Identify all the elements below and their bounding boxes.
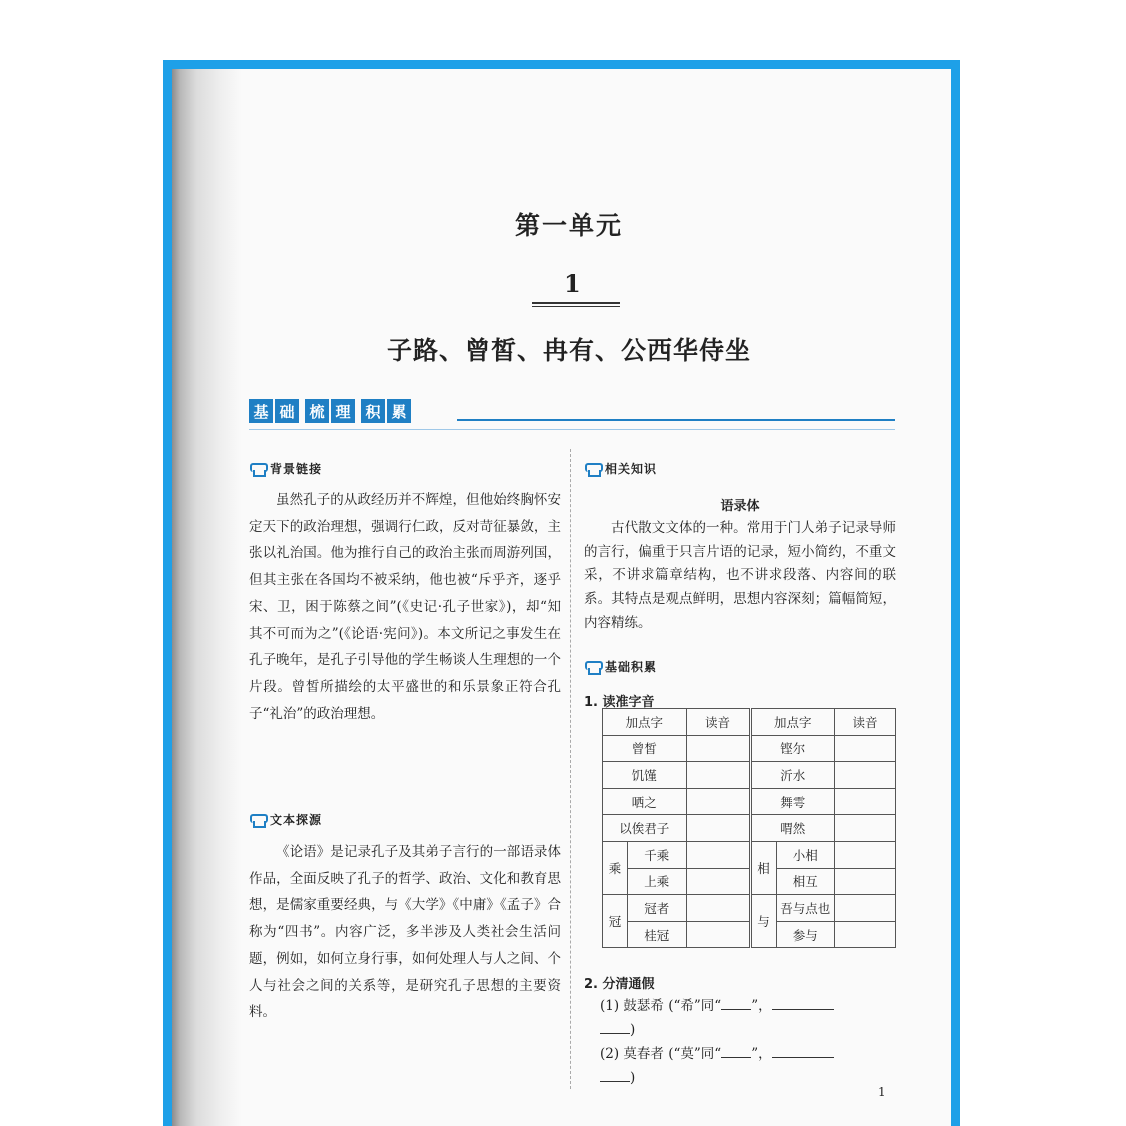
tongjia-question-2 xyxy=(600,1043,900,1067)
table-row xyxy=(603,921,896,948)
reading-item-title: 1. 读准字音 xyxy=(584,695,655,710)
table-header-row xyxy=(603,709,896,736)
source-text: 《论语》是记录孔子及其弟子言行的一部语录体作品，全面反映了孔子的哲学、政治、文化和教育思想，是儒家重要经典，与《大学》《中庸》《孟子》合称为“四书”。内容广泛，多半涉及人类社会生活问题，例如，如何立身行事，如何处理人与人之间、个人与社会之间的关系等，是研究孔子思想的主要资料。 xyxy=(249,844,561,1021)
page-number: 1 xyxy=(878,1085,886,1099)
table-row xyxy=(603,735,896,762)
q2-text: (2) 莫春者 (“莫”同“ xyxy=(600,1046,722,1062)
table-cell-word: 饥馑 xyxy=(603,762,687,789)
table-cell-word: 曾皙 xyxy=(603,735,687,762)
banner-char: 理 xyxy=(331,399,355,423)
table-cell-word: 铿尔 xyxy=(750,735,835,762)
table-row xyxy=(603,868,896,895)
book-spine-shadow xyxy=(172,69,242,1126)
table-row xyxy=(603,841,896,868)
table-cell-word: 舞雩 xyxy=(750,788,835,815)
table-header: 加点字 xyxy=(750,709,835,736)
background-text: 虽然孔子的从政经历并不辉煌，但他始终胸怀安定天下的政治理想，强调行仁政，反对苛征暴敛，主张以礼治国。他为推行自己的政治主张而周游列国，但其主张在各国均不被采纳，他也被“斥乎齐，逐乎宋、卫，困于陈蔡之间”(《史记·孔子世家》)，却“知其不可而为之”(《论语·宪问》)。本文所记之事发生在孔子晚年，是孔子引导他的学生畅谈人生理想的一个片段。曾皙所描绘的太平盛世的和乐景象正符合孔子“礼治”的政治理想。 xyxy=(249,492,561,722)
q2-blank-meaning[interactable] xyxy=(772,1057,834,1058)
q1-text: (1) 鼓瑟希 (“希”同“ xyxy=(600,998,722,1014)
basics-heading xyxy=(584,658,657,675)
reading-input-cell[interactable] xyxy=(835,921,896,948)
knowledge-subheading: 语录体 xyxy=(720,499,760,514)
lesson-number-rule-thin xyxy=(532,306,620,307)
column-divider xyxy=(570,449,571,1089)
tongjia-question-1 xyxy=(600,995,900,1019)
lesson-number: 1 xyxy=(564,269,581,298)
reading-input-cell[interactable] xyxy=(686,815,750,842)
reading-input-cell[interactable] xyxy=(835,735,896,762)
group-label: 与 xyxy=(750,895,776,948)
lesson-title: 子路、曾皙、冉有、公西华侍坐 xyxy=(387,336,752,365)
table-cell-word: 桂冠 xyxy=(628,921,687,948)
table-row xyxy=(603,788,896,815)
banner-char: 累 xyxy=(387,399,411,423)
group-label: 相 xyxy=(750,841,776,894)
book-page xyxy=(172,69,951,1126)
table-row xyxy=(603,815,896,842)
section-icon xyxy=(249,813,267,827)
blue-frame xyxy=(163,60,960,1126)
reading-input-cell[interactable] xyxy=(686,921,750,948)
reading-input-cell[interactable] xyxy=(835,762,896,789)
reading-input-cell[interactable] xyxy=(686,788,750,815)
table-cell-word: 小相 xyxy=(776,841,835,868)
table-header: 加点字 xyxy=(603,709,687,736)
q1-mid: ”， xyxy=(751,998,772,1014)
banner-char: 基 xyxy=(249,399,273,423)
table-header: 读音 xyxy=(835,709,896,736)
q1-blank-meaning-cont[interactable] xyxy=(600,1033,630,1034)
group-label: 乘 xyxy=(603,841,628,894)
reading-input-cell[interactable] xyxy=(686,868,750,895)
knowledge-text: 古代散文文体的一种。常用于门人弟子记录导师的言行，偏重于只言片语的记录，短小简约，不重文采，不讲求篇章结构，也不讲求段落、内容间的联系。其特点是观点鲜明，思想内容深刻；篇幅简短，内容精练。 xyxy=(584,520,896,631)
source-heading xyxy=(249,811,322,828)
table-cell-word: 以俟君子 xyxy=(603,815,687,842)
table-cell-word: 上乘 xyxy=(628,868,687,895)
background-heading xyxy=(249,460,322,477)
table-row xyxy=(603,895,896,922)
reading-input-cell[interactable] xyxy=(686,841,750,868)
table-cell-word: 哂之 xyxy=(603,788,687,815)
tongjia-question-2-end xyxy=(600,1067,635,1091)
banner-rule xyxy=(457,419,895,421)
q1-blank-char[interactable] xyxy=(721,1009,751,1010)
section-icon xyxy=(249,462,267,476)
q1-end: ) xyxy=(630,1022,636,1038)
section-icon xyxy=(584,660,602,674)
group-label: 冠 xyxy=(603,895,628,948)
banner-group-3 xyxy=(361,399,411,423)
reading-input-cell[interactable] xyxy=(835,815,896,842)
tongjia-question-1-end xyxy=(600,1019,635,1043)
q2-end: ) xyxy=(630,1070,636,1086)
reading-input-cell[interactable] xyxy=(686,762,750,789)
q1-blank-meaning[interactable] xyxy=(772,1009,834,1010)
reading-input-cell[interactable] xyxy=(835,788,896,815)
q2-blank-meaning-cont[interactable] xyxy=(600,1081,630,1082)
table-cell-word: 吾与点也 xyxy=(776,895,835,922)
banner-char: 梳 xyxy=(305,399,329,423)
table-cell-word: 相互 xyxy=(776,868,835,895)
section-icon xyxy=(584,462,602,476)
banner-group-1 xyxy=(249,399,299,423)
banner-underline xyxy=(249,429,895,430)
banner-char: 础 xyxy=(275,399,299,423)
table-cell-word: 参与 xyxy=(776,921,835,948)
q2-mid: ”， xyxy=(751,1046,772,1062)
table-header: 读音 xyxy=(686,709,750,736)
table-cell-word: 沂水 xyxy=(750,762,835,789)
unit-title: 第一单元 xyxy=(515,211,624,240)
table-cell-word: 千乘 xyxy=(628,841,687,868)
table-cell-word: 冠者 xyxy=(628,895,687,922)
banner-group-2 xyxy=(305,399,355,423)
source-heading-text: 文本探源 xyxy=(270,813,323,827)
reading-input-cell[interactable] xyxy=(835,895,896,922)
section-banner xyxy=(249,399,411,423)
table-row xyxy=(603,762,896,789)
knowledge-heading-text: 相关知识 xyxy=(605,462,658,476)
background-heading-text: 背景链接 xyxy=(270,462,323,476)
basics-heading-text: 基础积累 xyxy=(605,660,658,674)
lesson-number-rule xyxy=(532,302,620,304)
tongjia-item-title: 2. 分清通假 xyxy=(584,977,655,992)
reading-input-cell[interactable] xyxy=(686,895,750,922)
reading-input-cell[interactable] xyxy=(835,841,896,868)
knowledge-heading xyxy=(584,460,657,477)
reading-input-cell[interactable] xyxy=(835,868,896,895)
table-cell-word: 喟然 xyxy=(750,815,835,842)
reading-input-cell[interactable] xyxy=(686,735,750,762)
q2-blank-char[interactable] xyxy=(721,1057,751,1058)
pronunciation-table xyxy=(602,708,896,948)
banner-char: 积 xyxy=(361,399,385,423)
